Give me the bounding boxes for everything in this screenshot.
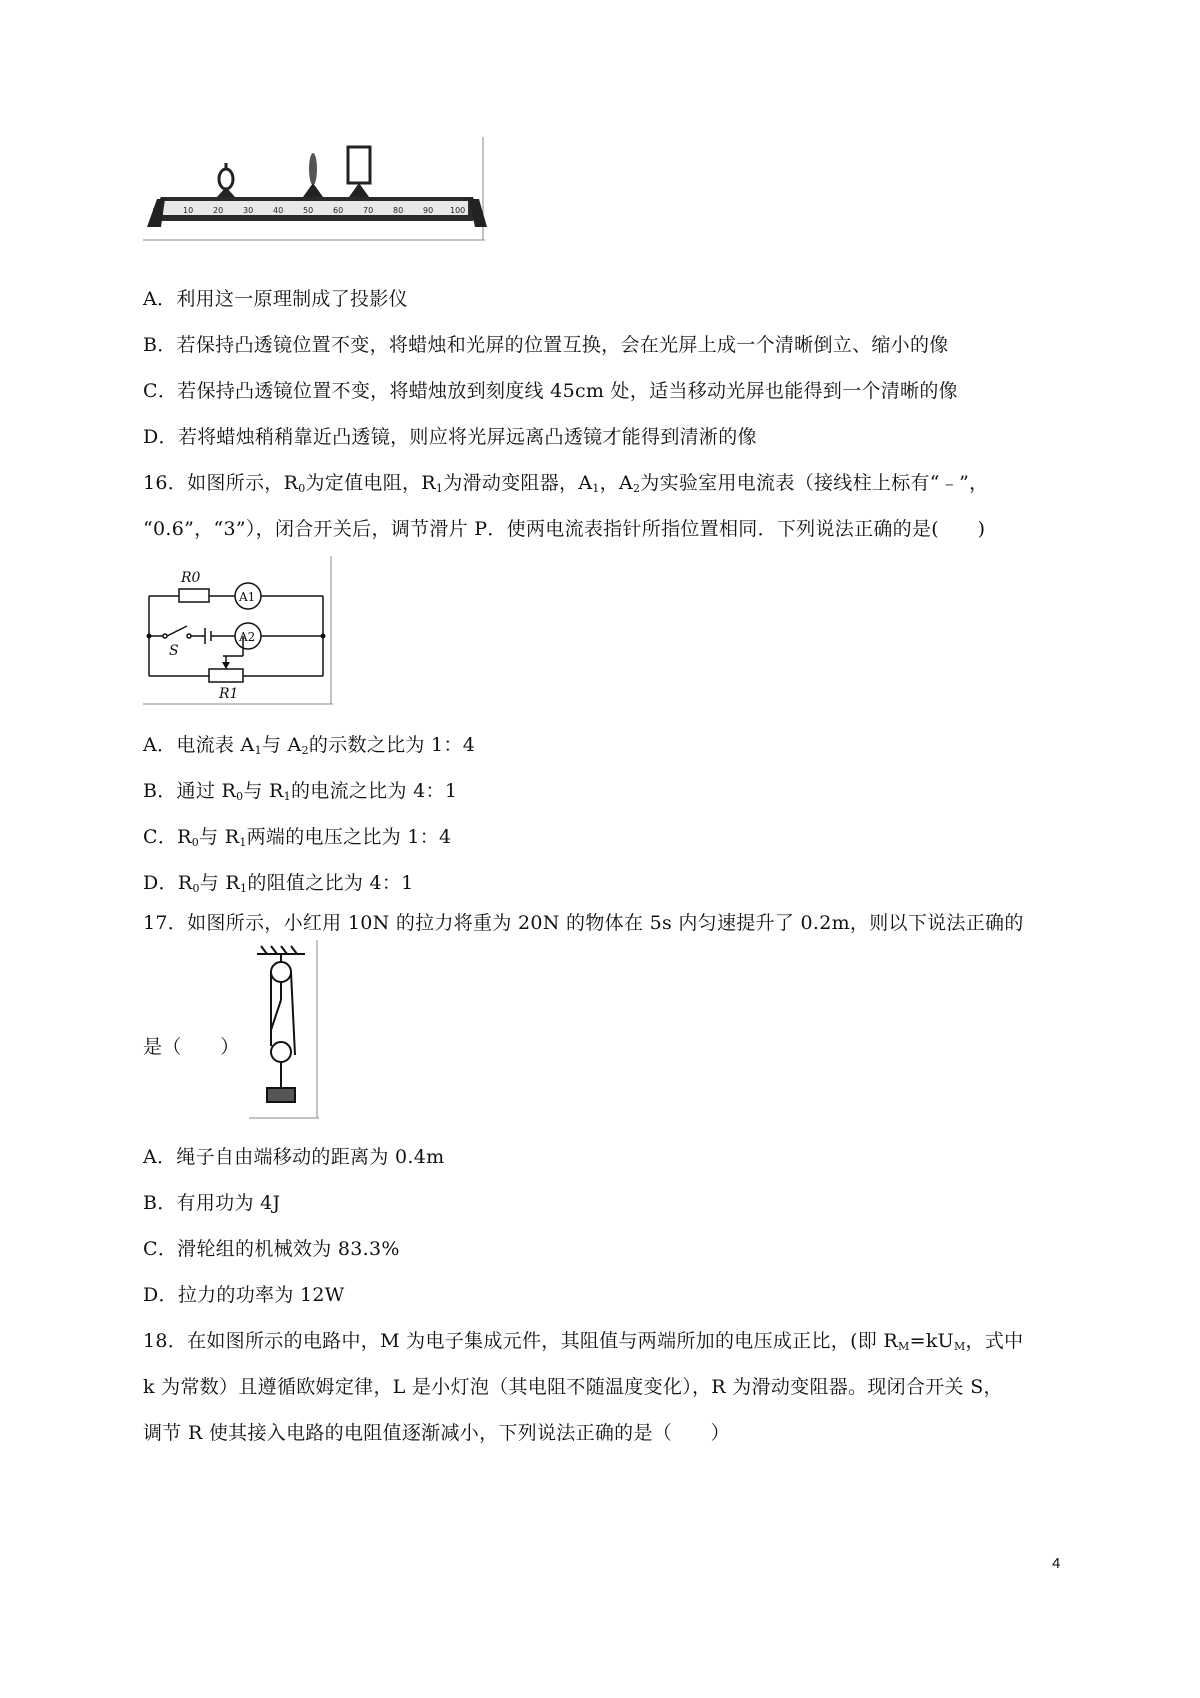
q15-option-c: C．若保持凸透镜位置不变，将蜡烛放到刻度线 45cm 处，适当移动光屏也能得到一个清晰的像 — [143, 380, 958, 402]
q17-option-b: B．有用功为 4J — [143, 1192, 281, 1214]
q16-circuit-figure — [143, 556, 333, 706]
ruler-tick: 30 — [243, 206, 254, 215]
page-number: 4 — [1052, 1555, 1061, 1572]
q16-stem-line1: 16．如图所示，$R_0$为定值电阻，$R_1$为滑动变阻器，$A_1$，$A_2$为实验室用电流表（接线柱上标有“﹣”， — [143, 472, 989, 495]
q17-stem-line2: 是（ ） — [143, 1036, 240, 1058]
ruler-tick: 10 — [183, 206, 194, 215]
r1-label: R1 — [219, 686, 239, 702]
ruler-tick: 60 — [333, 206, 344, 215]
ruler-tick: 100 — [450, 206, 466, 215]
q15-option-b: B．若保持凸透镜位置不变，将蜡烛和光屏的位置互换，会在光屏上成一个清晰倒立、缩小的像 — [143, 334, 949, 356]
q17-option-d: D．拉力的功率为 12W — [143, 1284, 345, 1306]
s-label: S — [169, 643, 179, 659]
ruler-tick: 40 — [273, 206, 284, 215]
q16-option-d: D．$R_0$与 $R_1$的阻值之比为 4：1 — [143, 872, 414, 895]
q15-option-a: A．利用这一原理制成了投影仪 — [143, 288, 408, 310]
q16-option-c: C．$R_0$与 $R_1$两端的电压之比为 1：4 — [143, 826, 452, 849]
a1-label: A1 — [239, 590, 256, 604]
ruler-tick: 50 — [303, 206, 314, 215]
q18-stem-line2: k 为常数）且遵循欧姆定律，L 是小灯泡（其电阻不随温度变化），R 为滑动变阻器。现闭合开关 S， — [143, 1376, 1003, 1398]
q17-option-c: C．滑轮组的机械效为 83.3% — [143, 1238, 400, 1260]
q16-stem-line2: “0.6”，“3”），闭合开关后，调节滑片 P．使两电流表指针所指位置相同．下列说法正确的是( ) — [143, 518, 986, 540]
ruler-tick: 80 — [393, 206, 404, 215]
r0-label: R0 — [181, 570, 201, 586]
ruler-tick: 70 — [363, 206, 374, 215]
q18-stem-line3: 调节 R 使其接入电路的电阻值逐渐减小，下列说法正确的是（ ） — [143, 1422, 730, 1444]
q16-option-a: A．电流表 $A_1$与 $A_2$的示数之比为 1：4 — [143, 734, 476, 757]
q15-option-d: D．若将蜡烛稍稍靠近凸透镜，则应将光屏远离凸透镜才能得到清淅的像 — [143, 426, 757, 448]
pulley-figure — [249, 940, 319, 1120]
q17-stem-line1: 17．如图所示，小红用 10N 的拉力将重为 20N 的物体在 5s 内匀速提升了 0.2m，则以下说法正确的 — [143, 912, 1024, 934]
ruler-tick: 20 — [213, 206, 224, 215]
q18-stem-line1: 18．在如图所示的电路中，M 为电子集成元件，其阻值与两端所加的电压成正比，(即 $R_M=kU_M$，式中 — [143, 1330, 1024, 1353]
q16-option-b: B．通过 $R_0$与 $R_1$的电流之比为 4：1 — [143, 780, 458, 803]
a2-label: A2 — [239, 630, 256, 644]
ruler-tick: 90 — [423, 206, 434, 215]
q17-option-a: A．绳子自由端移动的距离为 0.4m — [143, 1146, 445, 1168]
optical-bench-figure — [143, 137, 531, 242]
